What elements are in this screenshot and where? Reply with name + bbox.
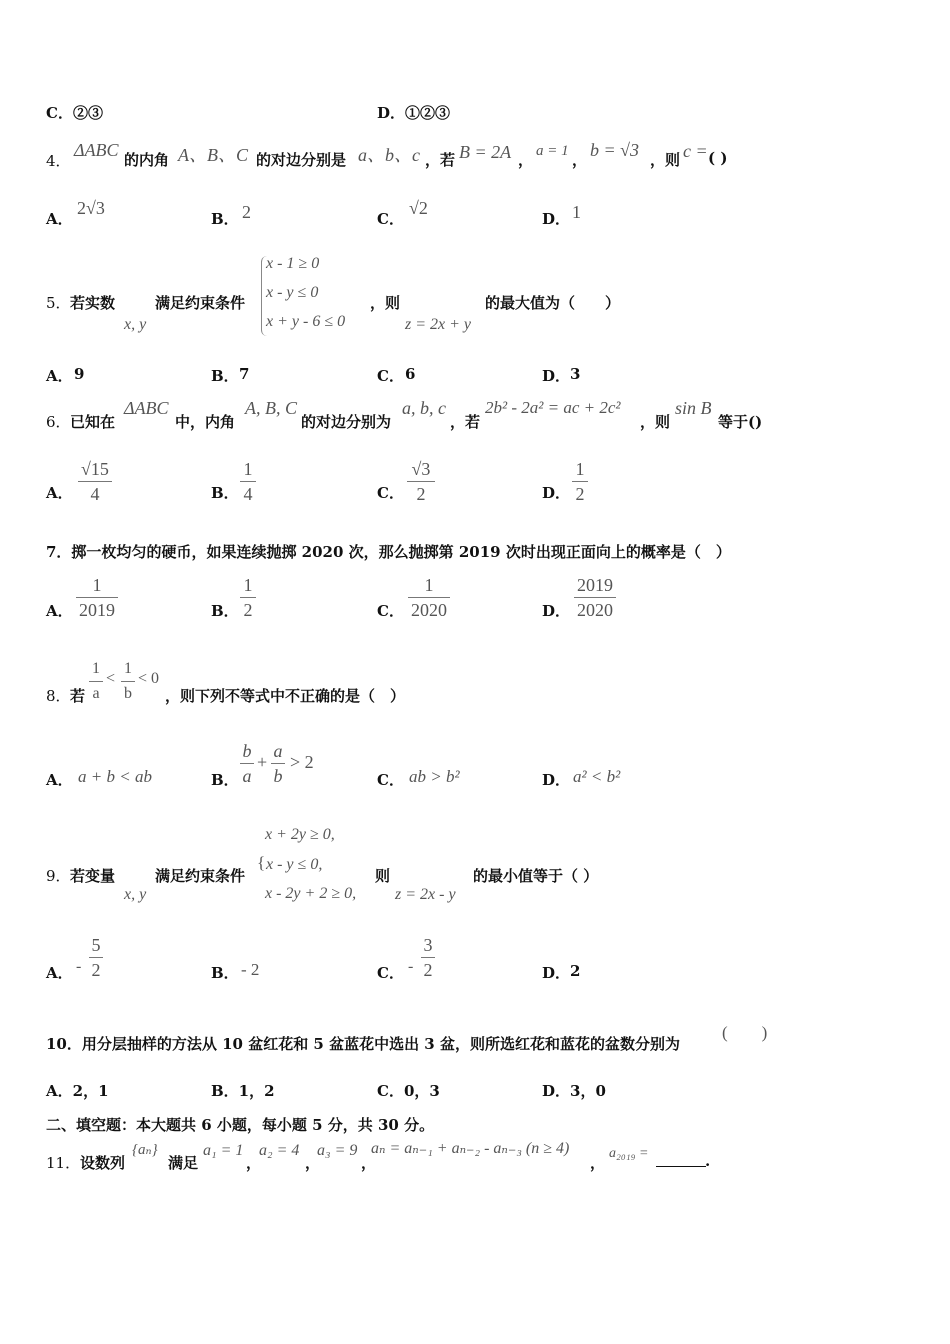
question-text: 的对边分别是 bbox=[256, 151, 347, 169]
q3-option-c: C．②③ bbox=[46, 104, 103, 122]
constraint: x - y ≤ 0, bbox=[266, 856, 323, 873]
denominator: 2 bbox=[416, 484, 426, 504]
option-d bbox=[572, 458, 588, 505]
objective: z = 2x + y bbox=[405, 316, 472, 333]
option-b: 2 bbox=[242, 202, 251, 222]
fraction bbox=[121, 658, 135, 705]
asked-term: a₂₀₁₉ = bbox=[609, 1146, 649, 1161]
plus: + bbox=[257, 752, 268, 772]
option-a bbox=[89, 934, 103, 981]
option-c: 6 bbox=[405, 365, 416, 383]
constraint: x + 2y ≥ 0, bbox=[265, 826, 335, 843]
condition: < 0 bbox=[138, 670, 160, 687]
objective: z = 2x - y bbox=[395, 886, 456, 903]
separator: ， bbox=[361, 1154, 377, 1172]
condition: B = 2A bbox=[459, 142, 512, 162]
numerator: 1 bbox=[92, 575, 102, 595]
question-text: 的内角 bbox=[124, 151, 170, 169]
option-label: D． bbox=[542, 602, 571, 620]
sequence: {aₙ} bbox=[132, 1142, 158, 1158]
denominator: 2 bbox=[243, 600, 253, 620]
less-than: < bbox=[106, 670, 116, 687]
option-label: B． bbox=[211, 367, 239, 385]
option-label: C． bbox=[377, 484, 404, 502]
answer-paren: ( ) bbox=[708, 149, 728, 167]
numerator: 1 bbox=[575, 459, 585, 479]
option-label: C． bbox=[377, 964, 404, 982]
option-label: C． bbox=[377, 771, 404, 789]
triangle-abc: ΔABC bbox=[124, 398, 169, 418]
separator: ， bbox=[572, 151, 588, 169]
question-text: 若变量 bbox=[70, 867, 116, 885]
question-text: 满足约束条件 bbox=[155, 294, 246, 312]
option-label: C． bbox=[377, 602, 404, 620]
numerator: 5 bbox=[91, 935, 101, 955]
numerator: 1 bbox=[124, 660, 132, 677]
question-text: ，则 bbox=[650, 151, 681, 169]
denominator: b bbox=[273, 766, 283, 786]
period: . bbox=[705, 1152, 711, 1170]
question-text: 若 bbox=[70, 687, 86, 705]
option-label: C． bbox=[377, 210, 404, 228]
option-label: B． bbox=[211, 964, 239, 982]
question-text: 的对边分别为 bbox=[301, 413, 392, 431]
option-label: A． bbox=[46, 484, 73, 502]
angles: A, B, C bbox=[245, 398, 297, 418]
option-label: A． bbox=[46, 210, 73, 228]
minus-sign: - bbox=[408, 958, 414, 975]
fraction bbox=[89, 658, 103, 705]
option-a bbox=[78, 458, 112, 505]
denominator: 2020 bbox=[411, 600, 447, 620]
question-text: ，则下列不等式中不正确的是（ ） bbox=[165, 687, 406, 705]
answer-paren: ( ) bbox=[722, 1023, 768, 1042]
option-a: 9 bbox=[74, 365, 85, 383]
option-b bbox=[240, 574, 256, 621]
denominator: a bbox=[242, 766, 252, 786]
triangle-abc: ΔABC bbox=[74, 140, 119, 160]
option-b-fraction-2 bbox=[271, 740, 285, 787]
question-number: 11． bbox=[46, 1154, 81, 1172]
option-label: B． bbox=[211, 602, 239, 620]
question-text: 10．用分层抽样的方法从 10 盆红花和 5 盆蓝花中选出 3 盆，则所选红花和蓝花的盆数分别为 bbox=[46, 1035, 680, 1053]
section-heading: 二、填空题：本大题共 6 小题，每小题 5 分，共 30 分。 bbox=[46, 1116, 435, 1134]
numerator: √3 bbox=[411, 459, 431, 479]
sides: a、b、c bbox=[358, 145, 420, 165]
sin-b: sin B bbox=[675, 398, 712, 418]
condition: c = bbox=[683, 141, 708, 161]
option-b-fraction-1 bbox=[240, 740, 254, 787]
numerator: a bbox=[273, 741, 283, 761]
question-text: 满足 bbox=[168, 1154, 199, 1172]
condition: b = √3 bbox=[590, 140, 640, 160]
separator: ， bbox=[246, 1154, 262, 1172]
separator: ， bbox=[518, 151, 534, 169]
numerator: 3 bbox=[423, 935, 433, 955]
angles: A、B、C bbox=[178, 145, 248, 165]
constraint: x - 1 ≥ 0 bbox=[266, 255, 320, 272]
condition: a = 1 bbox=[536, 143, 569, 159]
minus-sign: - bbox=[76, 958, 82, 975]
equation: 2b² - 2a² = ac + 2c² bbox=[485, 398, 621, 417]
option-c bbox=[408, 574, 450, 621]
option-label: D． bbox=[542, 964, 571, 982]
separator: ， bbox=[305, 1154, 321, 1172]
question-text: 等于() bbox=[718, 413, 763, 431]
option-d: a² < b² bbox=[573, 767, 621, 786]
option-a: a + b < ab bbox=[78, 767, 152, 786]
option-label: C． bbox=[377, 367, 404, 385]
question-text: 满足约束条件 bbox=[155, 867, 246, 885]
option-b bbox=[240, 458, 256, 505]
option-b-rest: > 2 bbox=[290, 752, 314, 772]
option-label: B． bbox=[211, 771, 239, 789]
separator: ， bbox=[590, 1154, 606, 1172]
system-brace: { bbox=[257, 853, 266, 872]
denominator: a bbox=[92, 685, 100, 702]
question-text: ，若 bbox=[450, 413, 481, 431]
question-text: 的最大值为（ ） bbox=[485, 294, 621, 312]
condition: a₃ = 9 bbox=[317, 1142, 358, 1159]
numerator: 2019 bbox=[577, 575, 613, 595]
option-d: 1 bbox=[572, 202, 581, 222]
option-label: A． bbox=[46, 964, 73, 982]
question-number: 5． bbox=[46, 294, 71, 312]
numerator: 1 bbox=[424, 575, 434, 595]
option-a: A．2，1 bbox=[46, 1082, 109, 1100]
denominator: 2020 bbox=[577, 600, 613, 620]
question-number: 9． bbox=[46, 867, 71, 885]
option-d: D．3，0 bbox=[542, 1082, 606, 1100]
constraint: x + y - 6 ≤ 0 bbox=[266, 313, 346, 330]
numerator: 1 bbox=[92, 660, 100, 677]
option-c: C．0，3 bbox=[377, 1082, 440, 1100]
question-text: 7．掷一枚均匀的硬币，如果连续抛掷 2020 次，那么抛掷第 2019 次时出现正面向上的概率是（ ） bbox=[46, 543, 731, 561]
constraint: x - 2y + 2 ≥ 0, bbox=[265, 885, 357, 902]
option-a: 2√3 bbox=[77, 198, 105, 218]
denominator: 4 bbox=[90, 484, 100, 504]
option-c bbox=[421, 934, 435, 981]
question-text: ，则 bbox=[370, 294, 401, 312]
denominator: 2019 bbox=[79, 600, 115, 620]
question-text: 则 bbox=[375, 867, 391, 885]
question-number: 8． bbox=[46, 687, 71, 705]
question-text: 中，内角 bbox=[175, 413, 236, 431]
sides: a, b, c bbox=[402, 398, 446, 418]
recurrence: aₙ = aₙ₋₁ + aₙ₋₂ - aₙ₋₃ (n ≥ 4) bbox=[371, 1140, 570, 1157]
denominator: 2 bbox=[575, 484, 585, 504]
question-text: ，则 bbox=[640, 413, 671, 431]
question-text: ，若 bbox=[425, 151, 456, 169]
option-label: D． bbox=[542, 771, 571, 789]
option-label: D． bbox=[542, 210, 571, 228]
option-d bbox=[574, 574, 616, 621]
question-number: 6． bbox=[46, 413, 71, 431]
option-c bbox=[407, 458, 435, 505]
question-number: 4． bbox=[46, 152, 71, 170]
option-label: B． bbox=[211, 210, 239, 228]
numerator: b bbox=[242, 741, 252, 761]
option-b: B．1，2 bbox=[211, 1082, 275, 1100]
option-d: 3 bbox=[570, 365, 581, 383]
question-text: 已知在 bbox=[70, 413, 116, 431]
numerator: 1 bbox=[243, 575, 253, 595]
option-c: ab > b² bbox=[409, 767, 460, 786]
condition: a₂ = 4 bbox=[259, 1142, 300, 1159]
option-label: A． bbox=[46, 602, 73, 620]
option-label: A． bbox=[46, 367, 73, 385]
option-label: A． bbox=[46, 771, 73, 789]
denominator: 4 bbox=[243, 484, 253, 504]
option-label: D． bbox=[542, 484, 571, 502]
question-text: 若实数 bbox=[70, 294, 116, 312]
option-a bbox=[76, 574, 118, 621]
option-label: D． bbox=[542, 367, 571, 385]
q3-option-d: D．①②③ bbox=[377, 104, 451, 122]
option-d: 2 bbox=[570, 962, 581, 980]
option-label: B． bbox=[211, 484, 239, 502]
condition: a₁ = 1 bbox=[203, 1142, 244, 1159]
answer-blank[interactable] bbox=[656, 1152, 706, 1171]
numerator: √15 bbox=[81, 459, 109, 479]
denominator: 2 bbox=[91, 960, 101, 980]
denominator: b bbox=[124, 685, 132, 702]
variables: x, y bbox=[124, 316, 147, 333]
option-c: √2 bbox=[409, 198, 428, 218]
numerator: 1 bbox=[243, 459, 253, 479]
question-text: 设数列 bbox=[80, 1154, 126, 1172]
denominator: 2 bbox=[423, 960, 433, 980]
option-b: - 2 bbox=[241, 960, 260, 979]
question-text: 的最小值等于（ ） bbox=[473, 867, 599, 885]
option-b: 7 bbox=[239, 365, 250, 383]
constraint: x - y ≤ 0 bbox=[266, 284, 319, 301]
variables: x, y bbox=[124, 886, 147, 903]
